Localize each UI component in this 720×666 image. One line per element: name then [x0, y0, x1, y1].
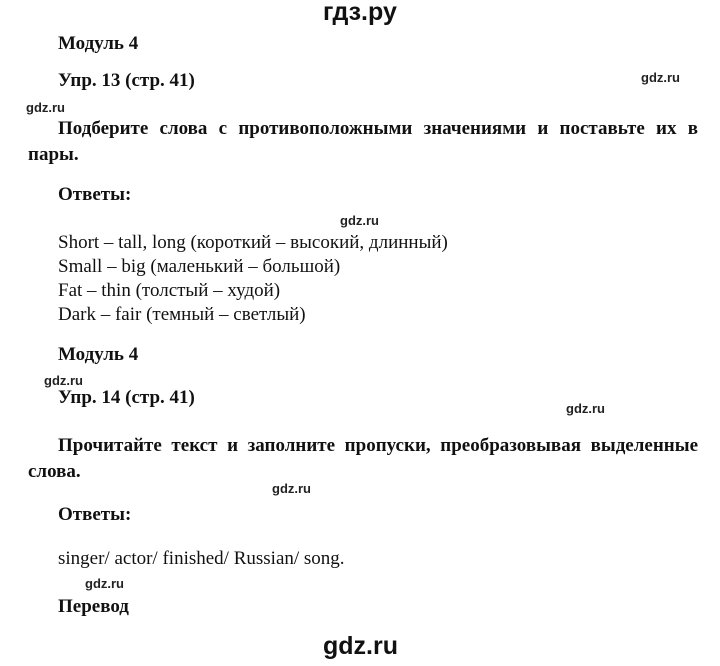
watermark: gdz.ru	[26, 100, 65, 115]
task-text: Прочитайте текст и заполните пропуски, преобразовывая выделенные слова.	[28, 435, 698, 482]
answer-line: Short – tall, long (короткий – высокий, длинный)	[58, 232, 448, 253]
watermark: gdz.ru	[340, 213, 379, 228]
module-heading: Модуль 4	[58, 33, 139, 54]
module-heading: Модуль 4	[58, 344, 139, 365]
footer-watermark: gdz.ru	[323, 632, 398, 660]
watermark: gdz.ru	[272, 481, 311, 496]
translation-label: Перевод	[58, 596, 129, 617]
answers-label: Ответы:	[58, 504, 132, 525]
exercise-heading: Упр. 14 (стр. 41)	[58, 387, 195, 408]
answer-line: Small – big (маленький – большой)	[58, 256, 341, 277]
watermark: gdz.ru	[641, 70, 680, 85]
watermark: gdz.ru	[85, 576, 124, 591]
answer-line: Fat – thin (толстый – худой)	[58, 280, 281, 301]
answer-line: Dark – fair (темный – светлый)	[58, 304, 306, 325]
exercise-heading: Упр. 13 (стр. 41)	[58, 70, 195, 91]
task-text: Подберите слова с противоположными значениями и поставьте их в пары.	[28, 118, 698, 165]
answers-label: Ответы:	[58, 184, 132, 205]
watermark: gdz.ru	[566, 401, 605, 416]
answer-line: singer/ actor/ finished/ Russian/ song.	[58, 548, 345, 569]
watermark: gdz.ru	[44, 373, 83, 388]
site-title: гдз.ру	[323, 0, 397, 26]
